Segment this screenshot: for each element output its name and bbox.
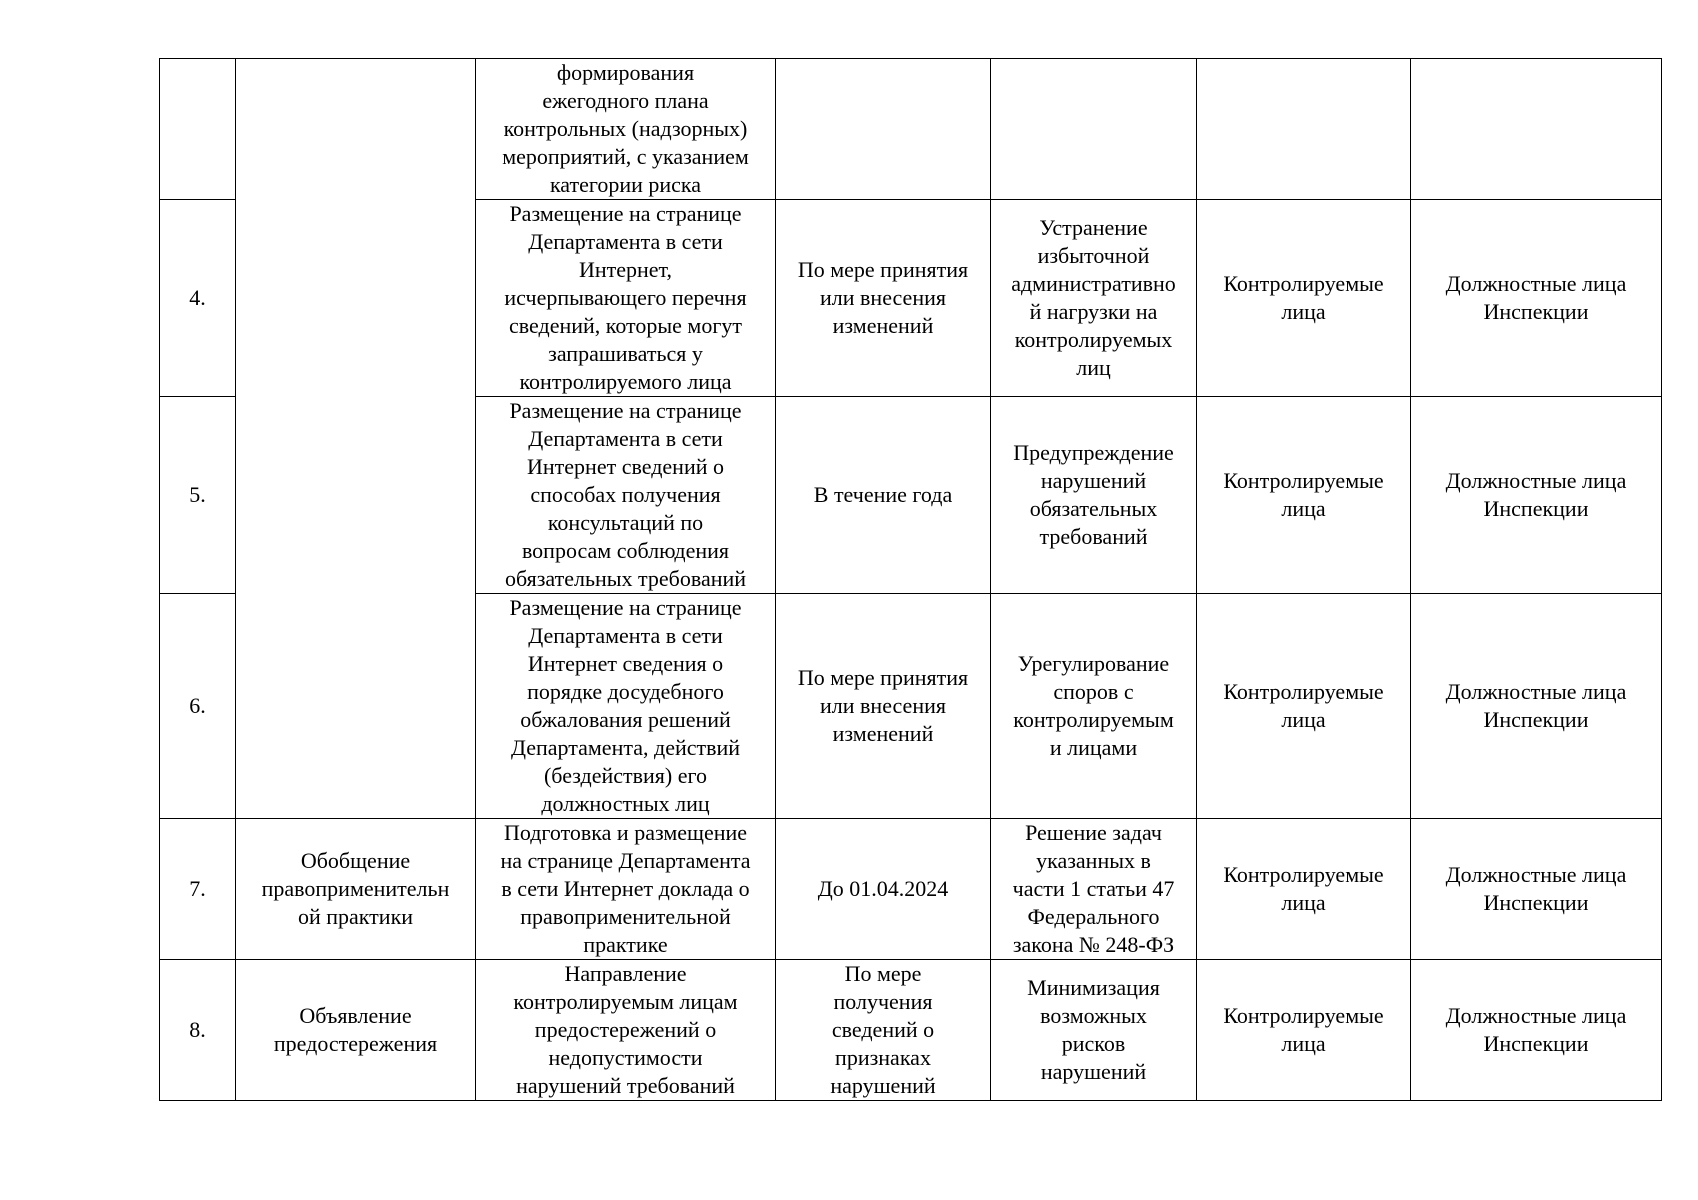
subjects-cell: Контролируемые лица [1197,200,1411,397]
table-row [160,59,1662,200]
row-number-cell: 6. [160,594,236,819]
responsible-cell: Должностные лица Инспекции [1411,819,1662,960]
term-cell: По мере принятия или внесения изменений [776,594,991,819]
row-number-cell [160,59,236,200]
responsible-cell: Должностные лица Инспекции [1411,200,1662,397]
term-cell: По мере принятия или внесения изменений [776,200,991,397]
activity-name-cell: Объявление предостережения [236,960,476,1101]
result-cell: Минимизация возможных рисков нарушений [991,960,1197,1101]
table-row [160,960,1662,1101]
term-cell: В течение года [776,397,991,594]
result-cell: Устранение избыточной административно й нагрузки на контролируемых лиц [991,200,1197,397]
subjects-cell: Контролируемые лица [1197,819,1411,960]
term-cell: До 01.04.2024 [776,819,991,960]
responsible-cell [1411,59,1662,200]
responsible-cell: Должностные лица Инспекции [1411,594,1662,819]
table-row [160,819,1662,960]
row-number-cell: 8. [160,960,236,1101]
prevention-plan-table [159,58,1662,1101]
subjects-cell: Контролируемые лица [1197,960,1411,1101]
result-cell: Урегулирование споров с контролируемым и лицами [991,594,1197,819]
term-cell [776,59,991,200]
activity-content-cell: формирования ежегодного плана контрольных (надзорных) мероприятий, с указанием категории риска [476,59,776,200]
activity-content-cell: Размещение на странице Департамента в сети Интернет сведений о способах получения консультаций по вопросам соблюдения обязательных требований [476,397,776,594]
result-cell: Решение задач указанных в части 1 статьи 47 Федерального закона № 248-ФЗ [991,819,1197,960]
result-cell: Предупреждение нарушений обязательных требований [991,397,1197,594]
activity-content-cell: Направление контролируемым лицам предостережений о недопустимости нарушений требований [476,960,776,1101]
activity-content-cell: Размещение на странице Департамента в сети Интернет, исчерпывающего перечня сведений, которые могут запрашиваться у контролируемого лица [476,200,776,397]
row-number-cell: 4. [160,200,236,397]
row-number-cell: 7. [160,819,236,960]
activity-name-cell [236,59,476,819]
subjects-cell: Контролируемые лица [1197,594,1411,819]
subjects-cell: Контролируемые лица [1197,397,1411,594]
responsible-cell: Должностные лица Инспекции [1411,397,1662,594]
responsible-cell: Должностные лица Инспекции [1411,960,1662,1101]
activity-name-cell: Обобщение правоприменительн ой практики [236,819,476,960]
result-cell [991,59,1197,200]
activity-content-cell: Размещение на странице Департамента в сети Интернет сведения о порядке досудебного обжалования решений Департамента, действий (бездействия) его должностных лиц [476,594,776,819]
subjects-cell [1197,59,1411,200]
row-number-cell: 5. [160,397,236,594]
term-cell: По мере получения сведений о признаках нарушений [776,960,991,1101]
activity-content-cell: Подготовка и размещение на странице Департамента в сети Интернет доклада о правоприменительной практике [476,819,776,960]
